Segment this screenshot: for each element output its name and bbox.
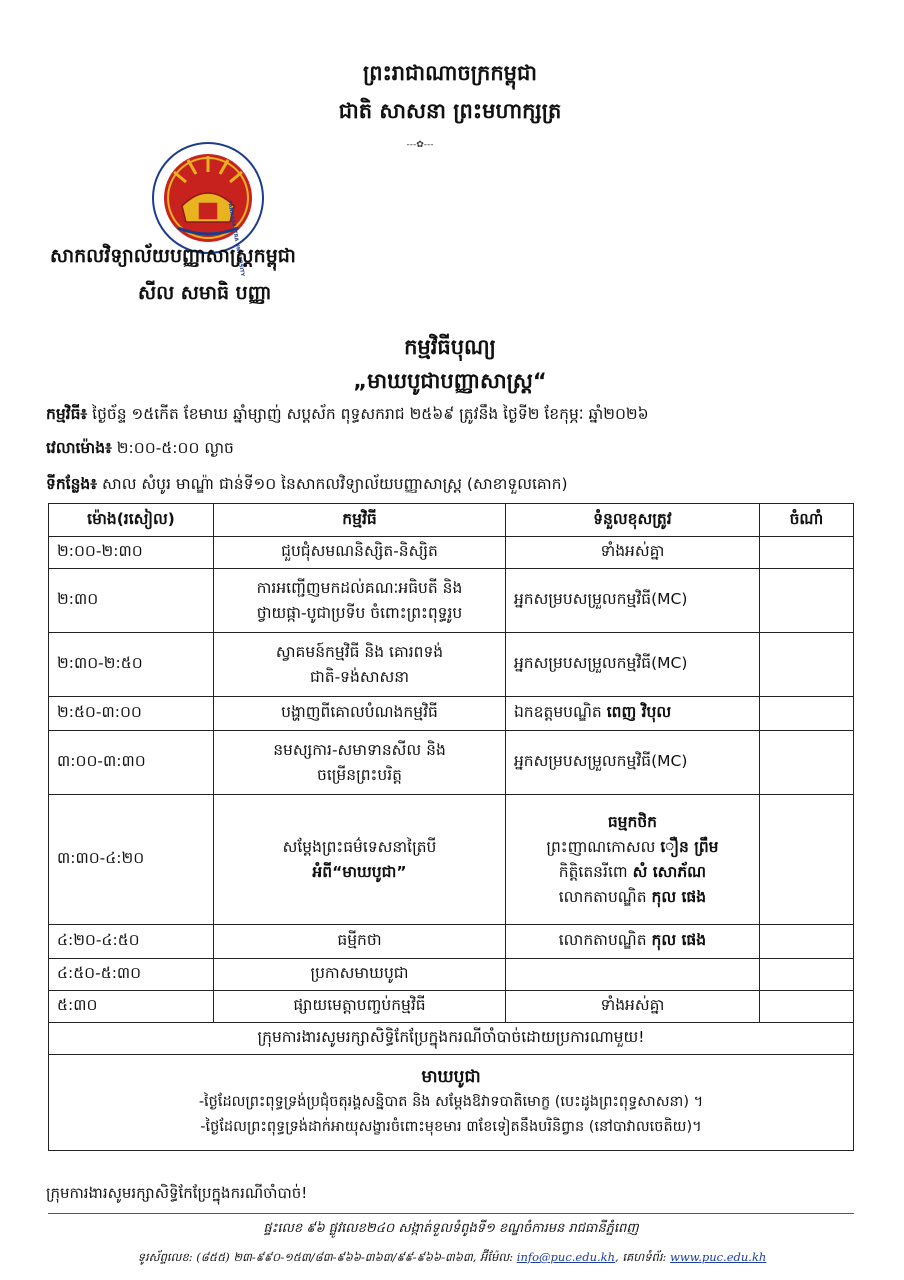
row-time: ២:០០-២:៣០ [49,537,214,569]
place-value: សាល សំបូរ មាណ្ឌ៉ា ជាន់ទី១០ នៃសាកលវិទ្យាល័យបញ្ញាសាស្ត្រ (សាខាទួលគោក) [97,475,568,493]
row-note [759,697,853,731]
magha-line: -ថ្ងៃដែលព្រះពុទ្ធទ្រង់ដាក់អាយុសង្ខារចំពោះមុខមារ ៣ខែទៀតនឹងបរិនិព្វាន (នៅបាវាលចេតិយ)។ [200,1119,702,1135]
row-note [759,795,853,925]
row-program-line: អំពី“មាឃបូជា” [312,862,407,881]
table-row [49,697,854,731]
magha-cell [49,1055,854,1151]
resp-prefix: ឯកឧត្តមបណ្ឌិត [513,703,607,721]
university-motto: សីល សមាធិ បញ្ញា [138,282,272,304]
row-program [214,633,506,697]
magha-row [49,1055,854,1151]
magha-title: មាឃបូជា [421,1067,481,1087]
row-note [759,925,853,959]
row-note [759,991,853,1023]
row-program: ធម្មីកថា [214,925,506,959]
resp-name: សំ សោភ័ណ [632,862,707,881]
row-program-line: ថ្វាយផ្កា-បូជាប្រទីប ចំពោះព្រះពុទ្ធរូប [256,603,463,622]
program-label: កម្មវិធី៖ [46,405,88,423]
row-program-line: ស្វាគមន៍កម្មវិធី និង គោរពទង់ [275,642,444,661]
table-row [49,537,854,569]
program-value: ថ្ងៃច័ន្ទ ១៥កើត ខែមាឃ ឆ្នាំម្សាញ់ សប្តស័ក ពុទ្ធសករាជ ២៥៦៩ ត្រូវនឹង ថ្ងៃទី២ ខែកុម្ភៈ ឆ្នាំ២០២៦ [87,405,649,423]
row-note [759,731,853,795]
row-time: ៣:០០-៣:៣០ [49,731,214,795]
row-program: បង្ហាញពីគោលបំណងកម្មវិធី [214,697,506,731]
university-name: សាកលវិទ្យាល័យបញ្ញាសាស្ត្រកម្ពុជា [50,245,296,267]
program-date-line [46,404,866,427]
header-responsibility: ទំនួលខុសត្រូវ [505,504,759,537]
row-program-line: សម្តែងព្រះធម៌ទេសនាត្រៃបី [282,837,437,856]
resp-title: ធម្មកថិក [607,812,658,831]
row-note [759,633,853,697]
row-note [759,537,853,569]
row-responsibility: អ្នកសម្របសម្រួលកម្មវិធី(MC) [505,731,759,795]
footer-web-label: , គេហទំព័រ: [615,1250,671,1264]
time-line [46,438,234,461]
kingdom-title: ព្រះរាជាណាចក្រកម្ពុជា [362,61,537,85]
row-responsibility [505,697,759,731]
header-time: ម៉ោង(រសៀល) [49,504,214,537]
resp-name: កុល ផេង [651,931,707,949]
footer-divider [48,1213,854,1214]
row-time: ២:៣០-២:៥០ [49,633,214,697]
time-label: វេលាម៉ោង៖ [46,439,112,457]
table-row [49,925,854,959]
row-program [214,569,506,633]
row-time: ៥:៣០ [49,991,214,1023]
row-time: ២:៥០-៣:០០ [49,697,214,731]
ornament-divider: ---✿--- [406,140,434,150]
resp-name: ពេញ វិបុល [606,703,672,721]
row-time: ៣:៣០-៤:២០ [49,795,214,925]
university-seal-logo [152,142,264,254]
schedule-table [48,503,854,1151]
header-program: កម្មវិធី [214,504,506,537]
resp-prefix: ព្រះញាណកោសល [546,837,661,856]
place-line [46,474,568,497]
row-note [759,569,853,633]
footer-contact [20,1250,884,1267]
row-responsibility: ទាំងអស់គ្នា [505,537,759,569]
row-program: ជួបជុំសមណនិស្សិត-និស្សិត [214,537,506,569]
resp-name: កុល ផេង [651,887,707,906]
resp-prefix: កិត្តិតេនរីពោ [558,862,633,881]
row-program-line: ជាតិ-ទង់សាសនា [309,667,410,686]
row-responsibility: អ្នកសម្របសម្រួលកម្មវិធី(MC) [505,633,759,697]
row-responsibility: អ្នកសម្របសម្រួលកម្មវិធី(MC) [505,569,759,633]
bottom-note: ក្រុមការងារសូមរក្សាសិទ្ធិកែប្រែក្នុងករណីចាំបាច់! [46,1184,308,1202]
row-program-line: នមស្សការ-សមាទានសីល និង [273,740,446,759]
resp-name: ឿន ព្រឹម [660,837,719,856]
row-program: ផ្សាយមេត្តាបញ្ចប់កម្មវិធី [214,991,506,1023]
footer-phone: ទូរស័ព្ទលេខ: (៨៥៥) ២៣-៩៩០-១៥៣/៨៣-៩៦៦-៣៦៣/៩៩-៩៦៦-៣៦៣, អ៊ីម៉ែល: [137,1250,517,1264]
resp-prefix: លោកតាបណ្ឌិត [558,887,652,906]
ceremony-subtitle: „មាឃបូជាបញ្ញាសាស្ត្រ“ [353,369,547,393]
header-note: ចំណាំ [759,504,853,537]
resp-line [514,835,751,860]
row-program-line: ការអញ្ជើញមកដល់គណៈអធិបតី និង [256,578,463,597]
table-note-row [49,1023,854,1055]
footer-website-link[interactable]: www.puc.edu.kh [670,1250,767,1264]
footer-address: ផ្ទះលេខ ៩៦ ផ្លូវលេខ២៤០ សង្កាត់ទួលទំពូងទី១ ខណ្ឌចំការមន រាជធានីភ្នំពេញ [263,1221,639,1236]
table-row [49,731,854,795]
national-motto: ជាតិ សាសនា ព្រះមហាក្សត្រ [338,99,562,123]
ceremony-title: កម្មវិធីបុណ្យ [404,335,496,359]
row-program [214,731,506,795]
row-program [214,795,506,925]
row-responsibility [505,959,759,991]
table-header-row [49,504,854,537]
table-row [49,991,854,1023]
magha-line: -ថ្ងៃដែលព្រះពុទ្ធទ្រង់ប្រជុំចតុរង្គសន្និបាត និង សម្តែងឱវាទបាតិមោក្ខ (បេះដូងព្រះពុទ្ធសាសនា) ។ [198,1094,704,1110]
table-row [49,795,854,925]
row-time: ៤:២០-៤:៥០ [49,925,214,959]
row-responsibility: ទាំងអស់គ្នា [505,991,759,1023]
row-note [759,959,853,991]
row-program: ប្រកាសមាឃបូជា [214,959,506,991]
resp-line [514,885,751,910]
footer-email-link[interactable]: info@puc.edu.kh [516,1250,616,1264]
row-responsibility [505,795,759,925]
row-responsibility [505,925,759,959]
place-label: ទីកន្លែង៖ [46,475,98,493]
row-time: ២:៣០ [49,569,214,633]
table-row [49,959,854,991]
table-row [49,569,854,633]
table-row [49,633,854,697]
resp-line [514,860,751,885]
seal-text: PANNASASTRA UNIVERSITY [226,200,246,277]
row-time: ៤:៥០-៥:៣០ [49,959,214,991]
resp-prefix: លោកតាបណ្ឌិត [558,931,652,949]
row-program-line: ចម្រើនព្រះបរិត្ត [317,765,402,784]
table-note: ក្រុមការងារសូមរក្សាសិទ្ធិកែប្រែក្នុងករណីចាំបាច់ដោយប្រការណាមួយ! [49,1023,854,1055]
time-value: ២:០០-៥:០០ ល្ងាច [111,439,234,457]
